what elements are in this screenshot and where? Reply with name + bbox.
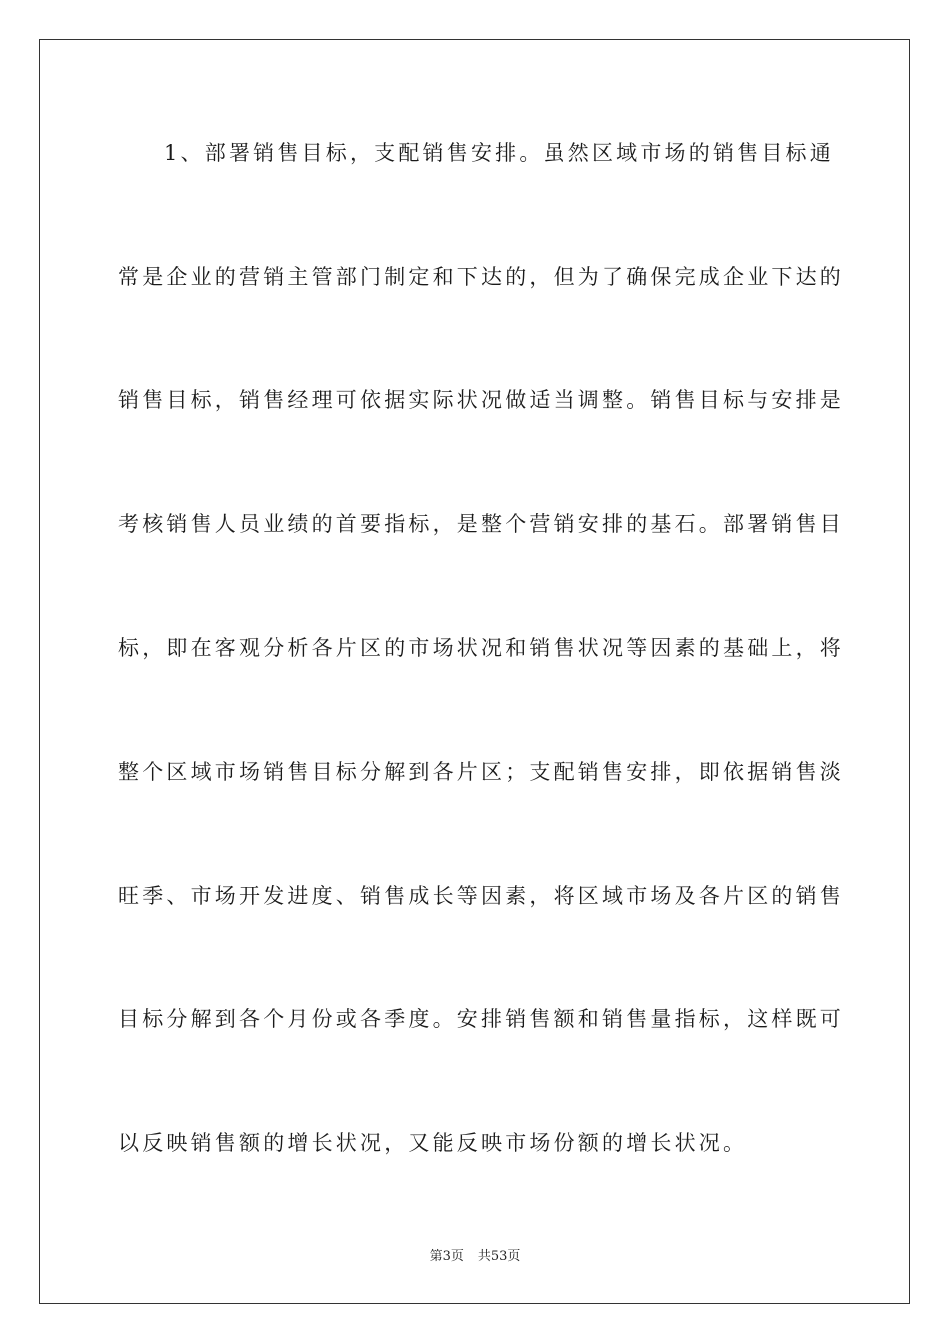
page-total: 共53页 [477,1249,521,1264]
paragraph-line: 旺季、市场开发进度、销售成长等因素，将区域市场及各片区的销售 [118,884,844,908]
paragraph-line: 考核销售人员业绩的首要指标，是整个营销安排的基石。部署销售目 [118,512,844,536]
page-footer [0,1248,950,1266]
paragraph-line: 目标分解到各个月份或各季度。安排销售额和销售量指标，这样既可 [118,1007,844,1031]
page-number: 第3页 [429,1249,464,1264]
page-border [39,39,910,1304]
paragraph-line: 标，即在客观分析各片区的市场状况和销售状况等因素的基础上，将 [118,636,844,660]
paragraph-line: 1、部署销售目标，支配销售安排。虽然区域市场的销售目标通 [164,141,834,165]
paragraph-line: 常是企业的营销主管部门制定和下达的，但为了确保完成企业下达的 [118,265,844,289]
paragraph-line: 以反映销售额的增长状况，又能反映市场份额的增长状况。 [118,1131,748,1155]
paragraph-line: 整个区域市场销售目标分解到各片区；支配销售安排，即依据销售淡 [118,760,844,784]
paragraph-line: 销售目标，销售经理可依据实际状况做适当调整。销售目标与安排是 [118,388,844,412]
